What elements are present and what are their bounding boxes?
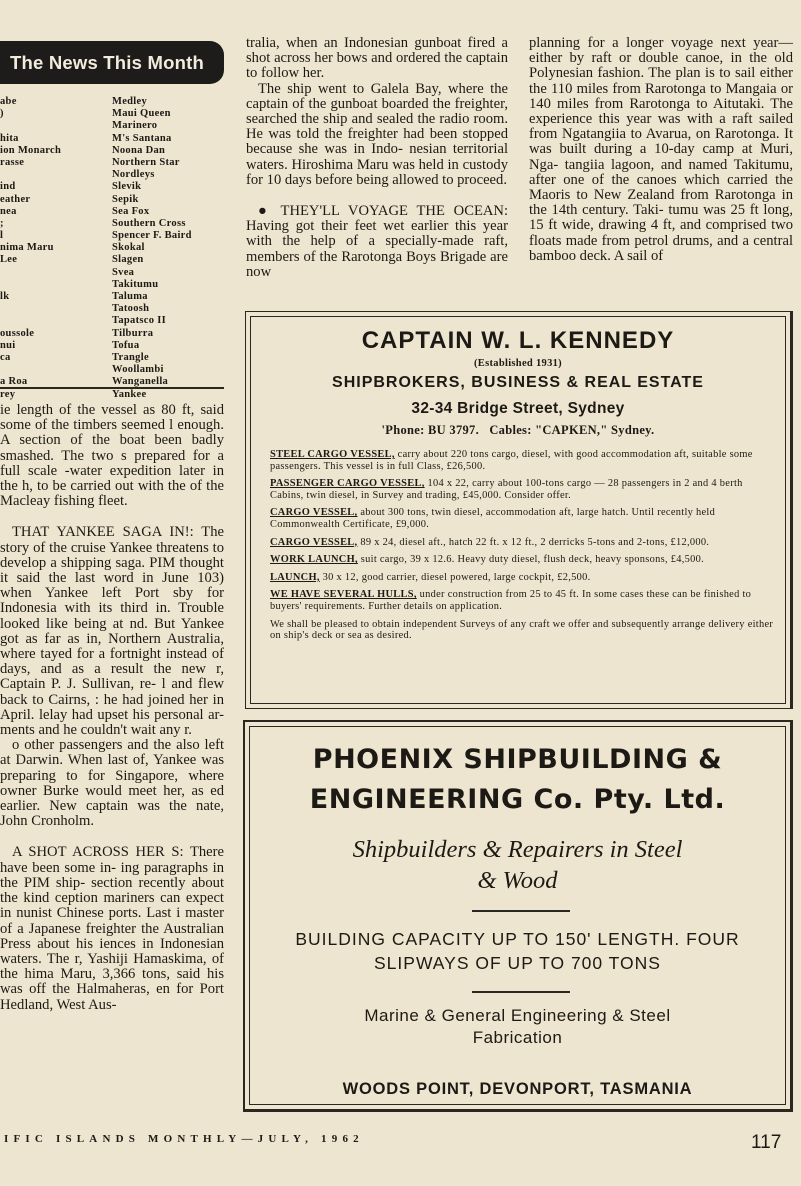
ad-capacity-line-2: SLIPWAYS OF UP TO 700 TONS [374,953,661,973]
ship-name: nui [0,339,16,351]
ad-listing-head: WE HAVE SEVERAL HULLS, [270,589,417,601]
ad-listing-item [270,554,774,566]
paragraph: THAT YANKEE SAGA IN!: The story of the cruise Yankee threatens to develop a shipping saga. PIM thought it said the last word in June 103) when Yankee left Port sby for Indonesia with its third in. Trouble looked like being at nd. But Yankee got as far as in, Northern Australia, where tayed for a fortnight instead of days, and as a result the new r, Captain P. J. Sullivan, re- l and flew back to Cairns, : he had joined her in April. lelay had upset his personal ar- ments and he couldn't wait any r. [0,524,224,739]
section-divider [0,387,224,389]
ship-name: nea [0,205,17,217]
section-title: The News This Month [10,52,204,73]
ad-listing-body: 89 x 24, diesel aft., hatch 22 ft. x 12 ft., 2 derricks 5-tons and 2-tons, £12,000. [357,536,710,548]
article-column-1 [0,403,224,1013]
ship-name: Sea Fox [112,205,150,217]
ad-capacity-line-1: BUILDING CAPACITY UP TO 150' LENGTH. FOUR [295,929,740,949]
ship-name: Sepik [112,193,139,205]
ad-listing-item [270,572,774,584]
page-number: 117 [751,1132,782,1153]
ship-name: Slevik [112,181,142,193]
ad-listing [270,449,774,648]
ad-listing-item [270,589,774,612]
ship-name: rasse [0,156,25,168]
ship-name: Taluma [112,291,148,302]
ad-listing-head: CARGO VESSEL, [270,507,358,519]
ad-listing-head: LAUNCH, [270,571,320,583]
ship-name: Yankee [112,388,147,400]
ad-company-name-line-2: ENGINEERING Co. Pty. Ltd. [309,784,726,815]
ship-name: Slagen [112,254,144,266]
section-banner [0,41,224,84]
ship-name: nima Maru [0,242,54,254]
ship-name: Tofua [112,339,140,351]
ship-name: Spencer F. Baird [112,230,192,242]
ship-name: hita [0,132,19,144]
ship-name: ca [0,351,11,363]
paragraph: planning for a longer voyage next year—either by raft or double canoe, in the old Polynesian fashion. The plan is to sail either the 110 miles from Rarotonga to Mangaia or 140 miles from Rarotonga to Aitutaki. The experience this year was with a raft sailed from Ngatangiia to Avarua, on Rarotonga. It was built during a 10-day camp at Muri, Nga- tangiia lagoon, and named Takitumu, after one of the canoes which carried the Maoris to New Zealand from Rarotonga in the 14th century. Taki- tumu was 25 ft long, 15 ft wide, drawing 4 ft, and comprised two floats made from petrol drums, and a central bamboo deck. A sail of [529,35,793,264]
ship-name: eather [0,193,31,205]
running-footer: IFIC ISLANDS MONTHLY—JULY, 1962 [4,1133,364,1145]
ship-name [0,267,100,279]
ad-listing-item [270,449,774,472]
ship-name [0,364,100,376]
ad-listing-body: 30 x 12, good carrier, diesel powered, large cockpit, £2,500. [319,571,591,583]
ship-name: Tapatsco II [112,315,166,327]
ship-name: l [0,230,4,242]
ship-name [0,120,100,132]
paragraph: The ship went to Galela Bay, where the captain of the gunboat boarded the freighter, searched the ship and sealed the radio room. He was told the freighter had been stopped because she was in Indo- nesian territorial waters. Hiroshima Maru was held in custody for 10 days before being allowed to proceed. [246,80,508,188]
ship-name: ) [0,108,4,120]
ship-name: ion Monarch [0,144,62,156]
ship-name: Maui Queen [112,108,171,120]
divider [472,910,570,912]
ship-name: rey [0,388,16,400]
ship-name [0,303,100,315]
ship-name: Noona Dan [112,144,166,156]
ad-services-line-2: Fabrication [472,1028,563,1047]
paragraph: o other passengers and the also left at Darwin. When last of, Yankee was preparing to for Singapore, where owner Burke would meet her, as ed earlier. New captain was the nate, John Cronholm. [0,737,224,830]
paragraph: ● THEY'LL VOYAGE THE OCEAN: Having got their feet wet earlier this year with the help of a specially-made raft, members of the Rarotonga Boys Brigade are now [246,203,508,280]
ship-name: Tatoosh [112,303,150,315]
ship-name [0,315,100,327]
ad-services-line-1: Marine & General Engineering & Steel [364,1006,671,1025]
ship-list-right [112,96,232,401]
ship-name: a Roa [0,376,28,388]
ad-location: WOODS POINT, DEVONPORT, TASMANIA [342,1080,693,1098]
ad-listing-body: about 300 tons, twin diesel, accommodation aft, large hatch. Until recently held Commonwealth Certificate, £9,000. [270,507,716,530]
ship-name: abe [0,96,17,107]
paragraph: ie length of the vessel as 80 ft, said some of the timbers seemed l enough. A section of the boat been badly smashed. The two s prepared for a full scale -water expedition later in the h, to be carried out with the of the Macleay fishing fleet. [0,402,224,510]
ad-listing-body: under construction from 25 to 45 ft. In some cases these can be finished to buyers' requirements. Further details on application. [270,589,752,612]
ad-listing-body: 104 x 22, carry about 100-tons cargo — 28 passengers in 2 and 4 berth Cabins, twin diesel, in Survey and trading, £45,000. Consider offer. [270,478,743,501]
ship-name: Marinero [112,120,158,132]
ad-listing-body: We shall be pleased to obtain independent Surveys of any craft we offer and subsequently arrange delivery either on ship's deck or sea as desired. [270,618,774,642]
ship-name: Nordleys [112,169,155,181]
ship-name: ind [0,181,16,193]
ad-cables: Cables: "CAPKEN," Sydney. [489,423,655,437]
advertisement-kennedy [245,311,793,709]
ship-name: lk [0,291,10,302]
ad-phone: 'Phone: BU 3797. [381,423,480,437]
ad-company-name: CAPTAIN W. L. KENNEDY [361,327,675,354]
paragraph: A SHOT ACROSS HER S: There have been some in- ing paragraphs in the PIM ship- section recently about the kind ception mariners can expect in nunist Chinese ports. Last i master of a Japanese freighter the Australian Press about his iences in Indonesian waters. The r, Yashiji Hamaskima, of the hima Maru, 3,366 tons, said his was off the Halmaheras, en for Port Hedland, West Aus- [0,844,224,1013]
ship-list-left [0,96,100,401]
ship-name: Medley [112,96,148,107]
ship-name: Skokal [112,242,145,254]
ad-address: 32-34 Bridge Street, Sydney [411,400,625,417]
ad-listing-head: PASSENGER CARGO VESSEL, [270,478,425,490]
ship-name: Woollambi [112,364,164,376]
ship-name: Tilburra [112,327,154,339]
ad-listing-head: STEEL CARGO VESSEL, [270,449,395,460]
divider [472,991,570,993]
ship-name: Svea [112,266,135,278]
ad-listing-item [270,537,774,549]
paragraph: tralia, when an Indonesian gunboat fired a shot across her bows and ordered the captain to follow her. [246,35,508,82]
ad-established: (Established 1931) [474,358,562,369]
ad-listing-head: WORK LAUNCH, [270,554,358,566]
ship-name [0,279,100,291]
ship-name: Southern Cross [112,217,186,229]
ship-name: oussole [0,327,35,339]
article-column-3 [529,36,793,264]
ad-listing-body: carry about 220 tons cargo, diesel, with good accommodation aft, suitable some passengers. This vessel is in full Class, £26,500. [270,449,753,472]
ship-name: Northern Star [112,156,180,168]
advertisement-phoenix [243,720,793,1112]
ship-name: M's Santana [112,132,172,144]
ad-tagline-line-2: & Wood [477,867,558,894]
article-column-2 [246,36,508,280]
ship-name [0,169,100,181]
ad-contact-line [246,423,790,438]
ship-name: ; [0,217,4,229]
ship-name: Takitumu [112,278,159,290]
ad-listing-item [270,478,774,501]
ship-name: Lee [0,254,18,266]
ad-tagline-line-1: Shipbuilders & Repairers in Steel [352,836,683,863]
ad-company-name-line-1: PHOENIX SHIPBUILDING & [312,744,723,775]
ship-name: Trangle [112,351,149,363]
ad-listing-item [270,507,774,530]
ad-listing-item [270,619,774,642]
ad-business-line: SHIPBROKERS, BUSINESS & REAL ESTATE [332,374,704,391]
ship-name: Wanganella [112,376,169,388]
ad-listing-body: suit cargo, 39 x 12.6. Heavy duty diesel, flush deck, heavy sponsons, £4,500. [357,554,705,566]
ad-listing-head: CARGO VESSEL, [270,536,358,548]
